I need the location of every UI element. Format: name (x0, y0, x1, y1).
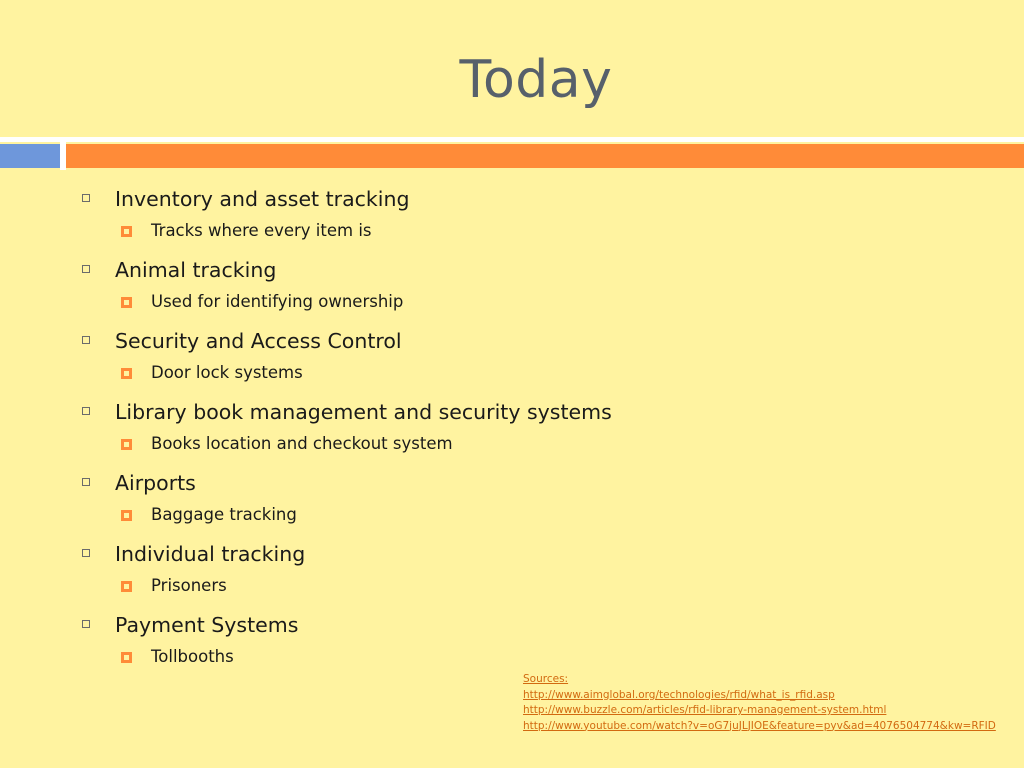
sub-bullet-text: Door lock systems (151, 363, 303, 382)
bullet-text: Individual tracking (115, 542, 306, 566)
bullet-item (78, 537, 778, 608)
sub-bullet-text: Tollbooths (151, 647, 234, 666)
bullet-text: Library book management and security systems (115, 400, 612, 424)
hollow-square-bullet-icon (82, 407, 90, 415)
sources-block (523, 672, 996, 734)
sub-bullet-text: Prisoners (151, 576, 227, 595)
bullet-text: Payment Systems (115, 613, 299, 637)
hollow-square-bullet-icon (82, 549, 90, 557)
source-link[interactable]: http://www.aimglobal.org/technologies/rfid/what_is_rfid.asp (523, 688, 835, 701)
bullet-item (78, 253, 778, 324)
bullet-text: Animal tracking (115, 258, 277, 282)
bullet-text: Airports (115, 471, 196, 495)
orange-square-bullet-icon (121, 226, 132, 237)
bullet-item (78, 395, 778, 466)
bullet-text: Inventory and asset tracking (115, 187, 410, 211)
bullet-item (78, 466, 778, 537)
hollow-square-bullet-icon (82, 620, 90, 628)
sub-bullet-text: Used for identifying ownership (151, 292, 404, 311)
orange-square-bullet-icon (121, 368, 132, 379)
accent-bar-orange (66, 144, 1024, 168)
source-link[interactable]: http://www.youtube.com/watch?v=oG7juJLJIOE&feature=pyv&ad=4076504774&kw=RFID (523, 719, 996, 732)
divider-white (0, 137, 1024, 142)
sub-bullet-text: Baggage tracking (151, 505, 297, 524)
hollow-square-bullet-icon (82, 194, 90, 202)
sub-bullet-text: Books location and checkout system (151, 434, 453, 453)
slide-title: Today (459, 50, 613, 110)
orange-square-bullet-icon (121, 439, 132, 450)
bullet-text: Security and Access Control (115, 329, 402, 353)
orange-square-bullet-icon (121, 581, 132, 592)
bullet-item (78, 182, 778, 253)
sources-heading-link[interactable]: Sources: (523, 673, 569, 685)
sub-bullet-text: Tracks where every item is (151, 221, 372, 240)
orange-square-bullet-icon (121, 297, 132, 308)
bullet-list (78, 182, 778, 679)
hollow-square-bullet-icon (82, 265, 90, 273)
bullet-item (78, 324, 778, 395)
bullet-item (78, 608, 778, 679)
orange-square-bullet-icon (121, 510, 132, 521)
orange-square-bullet-icon (121, 652, 132, 663)
hollow-square-bullet-icon (82, 336, 90, 344)
accent-bar-blue (0, 144, 60, 168)
hollow-square-bullet-icon (82, 478, 90, 486)
source-link[interactable]: http://www.buzzle.com/articles/rfid-library-management-system.html (523, 704, 887, 716)
